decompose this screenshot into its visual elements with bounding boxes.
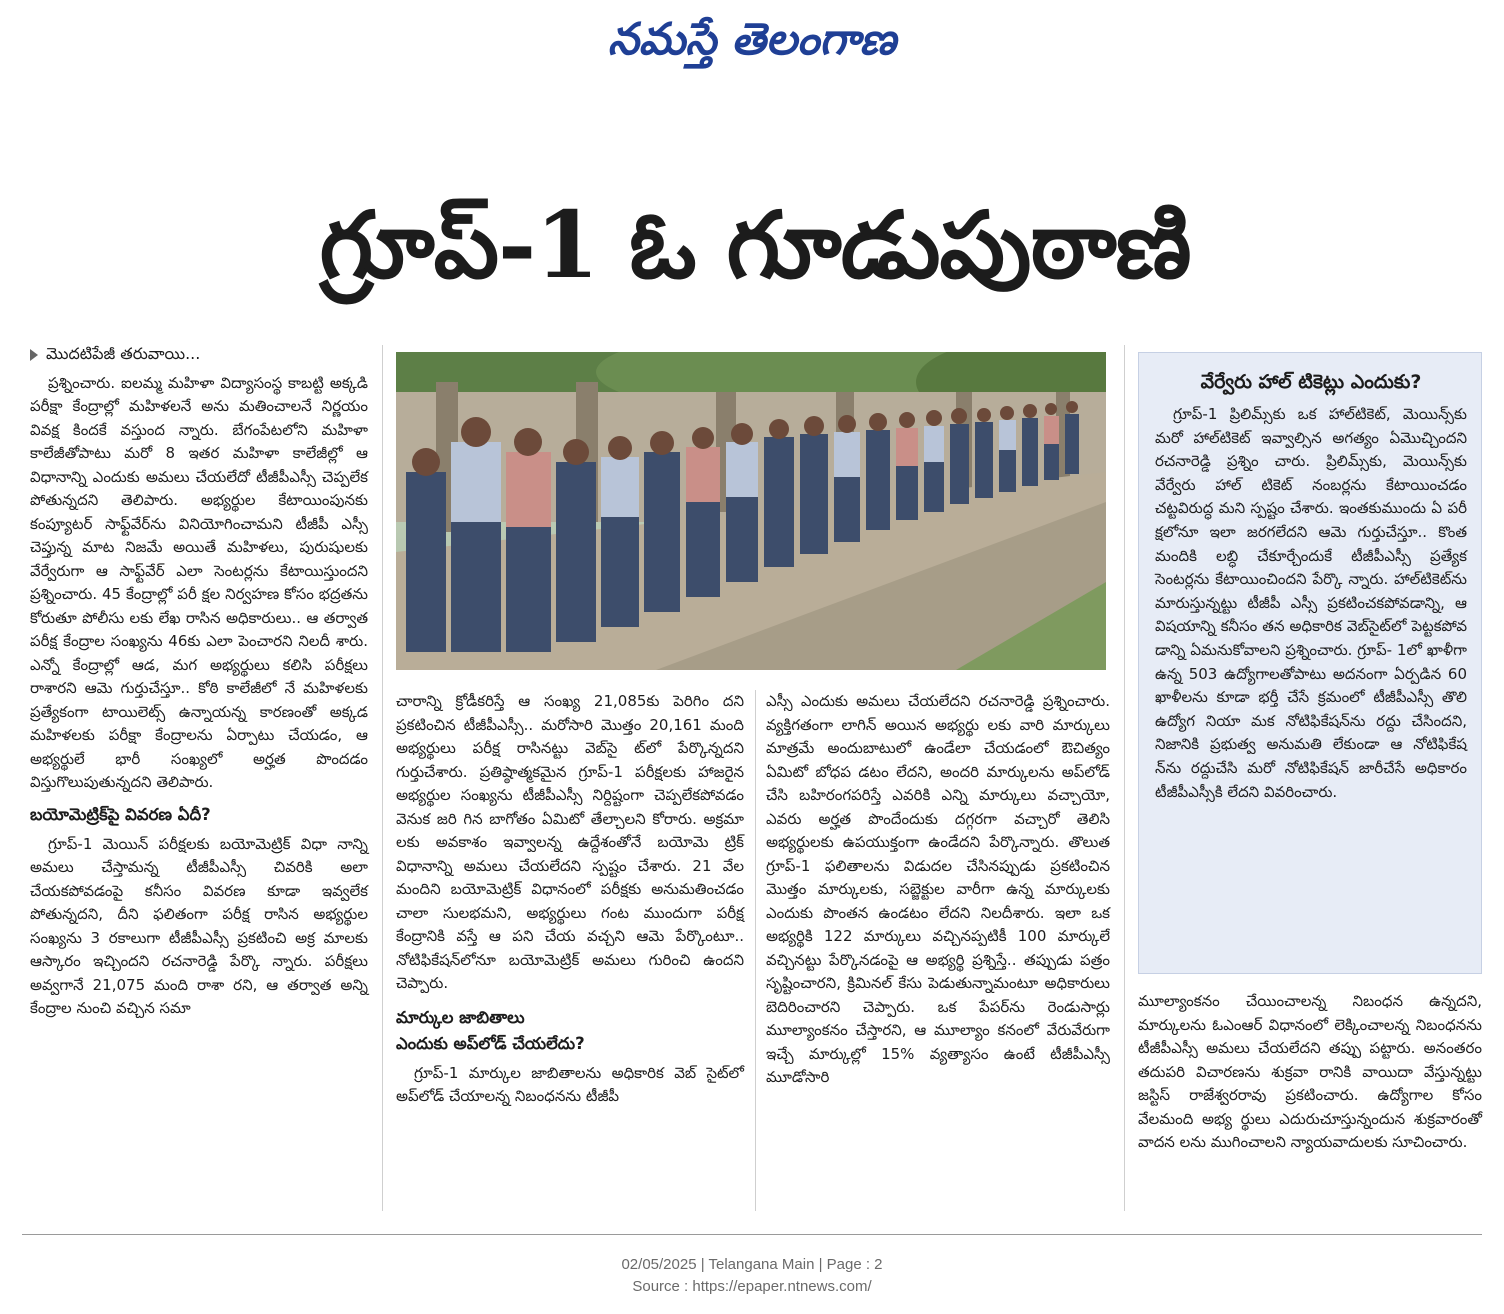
article-paragraph: చారాన్ని క్రోడీకరిస్తే ఆ సంఖ్య 21,085కు పెరిగిం దని ప్రకటించిన టీజీపీఎస్సీ.. మరోసారి మొత్తం 20,161 మంది అభ్యర్థులు పరీక్ష రాసినట్టు వెబ్‌సై ట్‌లో పేర్కొన్నదని గుర్తుచేశారు. ప్రతిష్ఠాత్మకమైన గ్రూప్-1 పరీక్షలకు హాజరైన అభ్యర్థుల సంఖ్యను టీజీపీఎస్సీ నిర్దిష్టంగా చెప్పలేకపోవడం వెనుక జరి గిన బాగోతం ఏమిటో తేల్చాలని కోరారు. అక్రమా లకు అవకాశం ఇవ్వాలన్న ఉద్దేశంతోనే బయోమె ట్రిక్ విధానాన్ని అమలు చేయలేదని స్పష్టం చేశారు. 21 వేల మందిని బయోమెట్రిక్ విధానంలో పరీక్షకు అనుమతించడం చాలా సులభమని, అభ్యర్థులు గంట ముందుగా పరీక్ష కేంద్రానికి వస్తే ఆ పని చేయ వచ్చని ఆమె పేర్కొంటూ.. నోటిఫికేషన్‌లోనూ బయోమెట్రిక్ అమలు గురించి ఉందని చెప్పారు.	[396, 692, 744, 992]
sidebar-paragraph: గ్రూప్-1 ప్రిలిమ్స్‌కు ఒక హాల్‌టికెట్, మెయిన్స్‌కు మరో హాల్‌టికెట్ ఇవ్వాల్సిన అగత్యం ఏమొచ్చిందని రచనారెడ్డి ప్రశ్నిం చారు. ప్రిలిమ్స్‌కు, మెయిన్స్‌కు వేర్వేరు హాల్ టికెట్ నంబర్లను కేటాయించడం చట్టవిరుద్ధ మని స్పష్టం చేశారు. ఇంతకుముందు ఏ పరీ క్షలోనూ ఇలా జరగలేదని ఆమె గుర్తుచేస్తూ.. కొంత మందికి లబ్ధి చేకూర్చేందుకే టీజీపీఎస్సీ ప్రత్యేక సెంటర్లను కేటాయించిందని పేర్కొ న్నారు. హాల్‌టికెట్‌ను మారుస్తున్నట్టు టీజీపీ ఎస్సీ ప్రకటించకపోవడాన్ని, ఆ విషయాన్ని కనీసం తన అధికారిక వెబ్‌సైట్‌లో పెట్టకపోవ డాన్ని ఏమనుకోవాలని ప్రశ్నించారు. గ్రూప్- 1లో ఖాళీగా ఉన్న 503 ఉద్యోగాలతోపాటు అదనంగా ఏర్పడిన 60 ఖాళీలను కూడా భర్తీ చేసే క్రమంలో టీజీపీఎస్సీ తొలి ఉద్యోగ నియా మక నోటిఫికేషన్‌ను రద్దు చేసిందని, నిజానికి ప్రభుత్వ అనుమతి లేకుండా ఆ నోటిఫికేష న్‌ను రద్దుచేసి మరో నోటిఫికేషన్ జారీచేసే అధికారం టీజీపీఎస్సీకి లేదని వివరించారు.	[1155, 405, 1467, 801]
column-divider	[755, 690, 756, 1211]
article-paragraph: గ్రూప్-1 మెయిన్ పరీక్షలకు బయోమెట్రిక్ విధా నాన్ని అమలు చేస్తామన్న టీజీపీఎస్సీ చివరికి అలా చేయకపోవడంపై కనీసం వివరణ కూడా ఇవ్వలేక పోతున్నదని, దీని ఫలితంగా పరీక్ష రాసిన అభ్యర్థుల సంఖ్యను 3 రకాలుగా టీజీపీఎస్సీ ప్రకటించి అక్ర మాలకు ఆస్కారం ఇచ్చిందని రచనారెడ్డి పేర్కొ న్నారు. పరీక్షలు అవ్వగానే 21,075 మంది రాశా రని, ఆ తర్వాత అన్ని కేంద్రాల నుంచి వచ్చిన సమా	[30, 834, 368, 1017]
headline: గ్రూప్-1 ఓ గూడుపుఠాణి	[319, 191, 1191, 299]
continued-arrow-icon	[30, 349, 38, 361]
footer-source: Source : https://epaper.ntnews.com/	[632, 1278, 872, 1295]
subheading-marks-list-line1: మార్కుల జాబితాలు	[396, 1007, 525, 1027]
article-paragraph: గ్రూప్-1 మార్కుల జాబితాలను అధికారిక వెబ్ సైట్‌లో అప్‌లోడ్ చేయాలన్న నిబంధనను టీజీపీ	[396, 1063, 744, 1105]
crowd-photo-illustration	[396, 352, 1106, 670]
footer-edition-info: 02/05/2025 | Telangana Main | Page : 2	[621, 1256, 883, 1273]
column-divider	[382, 345, 383, 1211]
column-divider	[1124, 345, 1125, 1211]
sidebar-title: వేర్వేరు హాల్ టికెట్లు ఎందుకు?	[1200, 371, 1422, 393]
subheading-biometric: బయోమెట్రిక్‌పై వివరణ ఏదీ?	[30, 804, 211, 824]
continued-from-label: మొదటిపేజీ తరువాయి...	[46, 344, 201, 363]
continued-from	[30, 342, 368, 366]
news-photo-queue	[396, 352, 1106, 670]
article-paragraph: మూల్యాంకనం చేయించాలన్న నిబంధన ఉన్నదని, మార్కులను ఓఎంఆర్ విధానంలో లెక్కించాలన్న నిబంధనను టీజీపీఎస్సీ అమలు చేయలేదని తప్పు పట్టారు. అనంతరం తదుపరి విచారణను శుక్రవా రానికి వాయిదా వేస్తున్నట్టు జస్టిస్ రాజేశ్వరరావు ప్రకటించారు. ఉద్యోగాల కోసం వేలమంది అభ్య ర్థులు ఎదురుచూస్తున్నందున శుక్రవారంతో వాదన లను ముగించాలని న్యాయవాదులకు సూచించారు.	[1138, 992, 1482, 1151]
subheading-marks-list-line2: ఎందుకు అప్‌లోడ్ చేయలేదు?	[396, 1033, 585, 1053]
article-paragraph: ఎస్సీ ఎందుకు అమలు చేయలేదని రచనారెడ్డి ప్రశ్నించారు. వ్యక్తిగతంగా లాగిన్ అయిన అభ్యర్థు లకు వారి మార్కులు మాత్రమే అందుబాటులో ఉండేలా చేయడంలో ఔచిత్యం ఏమిటో బోధప డటం లేదని, అందరి మార్కులను అప్‌లోడ్ చేసి బహిరంగపరిస్తే ఎవరికి ఎన్ని మార్కులు వచ్చాయో, ఎవరు అర్హత పొందేందుకు దగ్గరగా వచ్చారో తెలిసి అభ్యర్థులకు ఉపయుక్తంగా ఉండేదని పేర్కొన్నారు. తొలుత గ్రూప్-1 ఫలితాలను విడుదల చేసినప్పుడు ప్రకటించిన మొత్తం మార్కులకు, సబ్జెక్టుల వారీగా ఉన్న మార్కులకు ఎందుకు పొంతన ఉండటం లేదని నిలదీశారు. ఇలా ఒక అభ్యర్థికి 122 మార్కులు వచ్చినప్పటికీ 100 మార్కులే వచ్చినట్టు పేర్కొనడంపై ఆ అభ్యర్థి ప్రశ్నిస్తే.. తప్పుడు పత్రం సృష్టించారని, క్రిమినల్ కేసు పెడుతున్నామంటూ అధికారులు బెదిరించారని చెప్పారు. ఒక పేపర్‌ను రెండుసార్లు మూల్యాంకనం చేస్తారని, ఆ మూల్యాం కనంలో వేరువేరుగా ఇచ్చే మార్కుల్లో 15% వ్యత్యాసం ఉంటే టీజీపీఎస్సీ మూడోసారి	[766, 692, 1110, 1086]
newspaper-masthead: నమస్తే తెలంగాణ	[607, 14, 897, 65]
article-column-2	[396, 690, 744, 1210]
article-column-4	[1138, 990, 1482, 1210]
article-column-1	[30, 342, 368, 1212]
article-paragraph: ప్రశ్నించారు. ఐలమ్మ మహిళా విద్యాసంస్థ కాబట్టి అక్కడి పరీక్షా కేంద్రాల్లో మహిళలనే అను మతించాలనే నిర్ణయం వివక్ష కిందకే వస్తుంద న్నారు. బేగంపేటలోని మహిళా కాలేజీతోపాటు మరో 8 ఇతర మహిళా కాలేజీల్లో ఆ విధానాన్ని ఎందుకు అమలు చేయలేదో టీజీపీఎస్సీ చెప్పలేక పోతున్నదని తెలిపారు. అభ్యర్థుల కేటాయింపునకు కంప్యూటర్ సాఫ్ట్‌వేర్‌ను వినియోగించామని టీజీపీ ఎస్సీ చెప్తున్న మాట నిజమే అయితే మహిళలు, పురుషులకు వేర్వేరుగా ఆ సాఫ్ట్‌వేర్ ఎలా సెంటర్లను కేటాయిస్తుందని ప్రశ్నించారు. 45 కేంద్రాల్లో పరీ క్షల నిర్వహణ కోసం భద్రతను కోరుతూ పోలీసు లకు లేఖ రాసిన అధికారులు.. ఆ తర్వాత పరీక్ష కేంద్రాల సంఖ్యను 46కు ఎలా పెంచారని నిలదీ శారు. ఎన్నో కేంద్రాల్లో ఆడ, మగ అభ్యర్థులు కలిసి పరీక్షలు రాశారని ఆమె గుర్తుచేస్తూ.. కోఠి కాలేజీలో నే మహిళలకు ప్రత్యేకంగా టాయిలెట్స్ ఉన్నాయన్న కారణంతో అక్కడ మహిళలకు పరీక్షా కేంద్రాలను ఏర్పాటు చేయడం, ఆ అభ్యర్థులే భారీ సంఖ్యలో అర్హత పొందడం విస్తుగొలుపుతున్నదని తెలిపారు.	[30, 373, 368, 791]
article-column-3	[766, 690, 1110, 1210]
footer-divider	[22, 1234, 1482, 1235]
sidebar-box-hall-tickets	[1138, 352, 1482, 974]
